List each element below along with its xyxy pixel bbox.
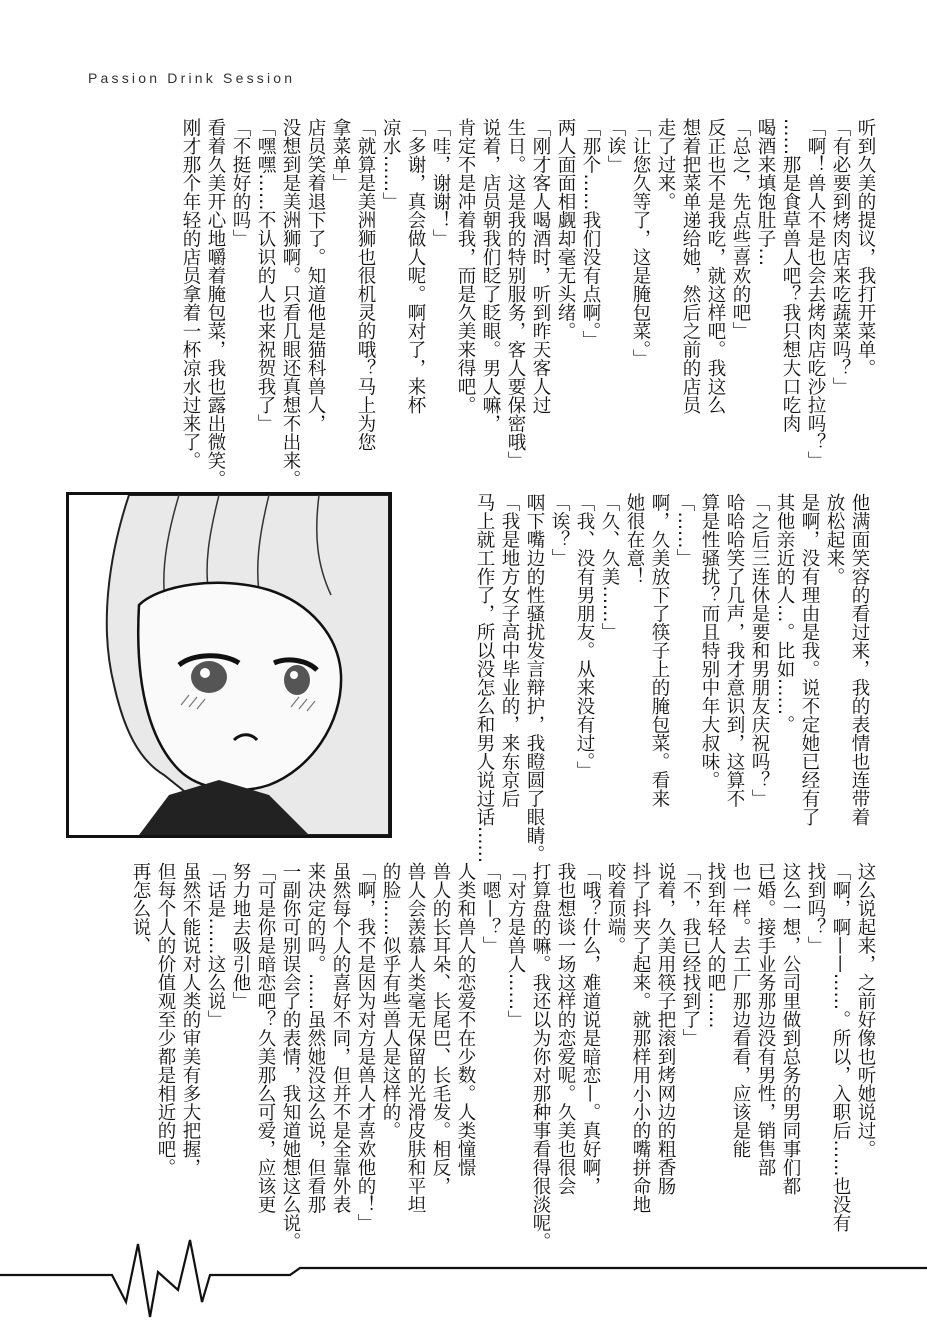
text-block-top <box>90 118 878 488</box>
text-block-middle <box>412 493 872 863</box>
bottom-block-line: 这么一想，公司里做到总务的男同事们都 <box>780 862 801 1195</box>
top-block-line: 「刚才客人喝酒时，听到昨天客人过 <box>530 118 551 414</box>
top-block-line: 「嘿嘿……不认识的人也来祝贺我了」 <box>255 118 276 433</box>
middle-block-line: 咽下嘴边的性骚扰发言辩护，我瞪圆了眼睛。 <box>524 493 545 863</box>
middle-block-line: 「诶？」 <box>549 493 570 567</box>
girl-face-drawing <box>69 495 389 835</box>
top-block-line: 反正也不是我吃，就这样吧。我这么 <box>705 118 726 414</box>
bottom-block-line: 我也想谈一场这样的恋爱呢。久美也很会 <box>555 862 576 1195</box>
bottom-block-line: 「话是……这么说」 <box>205 862 226 1029</box>
middle-block-line: 是啊，没有理由是我。说不定她已经有了 <box>799 493 820 826</box>
top-block-line: 没想到是美洲狮啊。只看几眼还真想不出来。 <box>280 118 301 488</box>
middle-block-line: 算是性骚扰？而且特别中年大叔味。 <box>699 493 720 789</box>
top-block-line: 生日。这是我的特别服务，客人要保密哦」 <box>505 118 526 470</box>
top-block-line: 「啊！兽人不是也会去烤肉店吃沙拉吗？」 <box>805 118 826 470</box>
top-block-line: 刚才那个年轻的店员拿着一杯凉水过来了。 <box>180 118 201 470</box>
top-block-line: 「那个……我们没有点啊。」 <box>580 118 601 350</box>
middle-block-line: 「我、没有男朋友。从来没有过。」 <box>574 493 595 780</box>
top-block-line: 想着把菜单递给她，然后之前的店员 <box>680 118 701 414</box>
bottom-block-line: 已婚。接手业务那边没有男性，销售部 <box>755 862 776 1177</box>
bottom-block-line: 找到年轻人的吧…… <box>705 862 726 1029</box>
bottom-block-line: 来决定的吗。……虽然她没这么说，但看那 <box>305 862 326 1214</box>
bottom-block-line: 努力地去吸引他」 <box>230 862 251 1010</box>
bottom-block-line: 兽人会羡慕人类毫无保留的光滑皮肤和平坦 <box>405 862 426 1214</box>
top-block-line: 「多谢，真会做人呢。啊对了，来杯 <box>405 118 426 414</box>
bottom-block-line: 人类和兽人的恋爱不在少数。人类憧憬 <box>455 862 476 1177</box>
top-block-line: 拿菜单」 <box>330 118 351 192</box>
bottom-block-line: 说着，久美用筷子把滚到烤网边的粗香肠 <box>655 862 676 1195</box>
bottom-block-line: 兽人的长耳朵、长尾巴、长毛发。相反， <box>430 862 451 1195</box>
middle-block-line: 「我是地方女子高中毕业的，来东京后 <box>499 493 520 808</box>
bottom-block-line: 找到吗？」 <box>805 862 826 955</box>
manga-illustration <box>66 492 392 838</box>
text-block-bottom <box>84 862 878 1251</box>
middle-block-line: 「之后三连休是要和男朋友庆祝吗？」 <box>749 493 770 808</box>
top-block-line: 「有必要到烤肉店来吃蔬菜吗？」 <box>830 118 851 396</box>
top-block-line: 「总之，先点些喜欢的吧」 <box>730 118 751 340</box>
middle-block-line: 放松起来。 <box>824 493 845 586</box>
bottom-block-line: 再怎么说、 <box>130 862 151 955</box>
bottom-block-line: 「不，我已经找到了」 <box>680 862 701 1047</box>
bottom-block-line: 但每个人的价值观至少都是相近的吧。 <box>155 862 176 1177</box>
middle-block-line: 她很在意！ <box>624 493 645 586</box>
bottom-block-line: 「对方是兽人……」 <box>505 862 526 1029</box>
middle-block-line: 「……」 <box>674 493 695 567</box>
top-block-line: 走了过来。 <box>655 118 676 211</box>
bottom-block-line: 一副你可别误会了的表情，我知道她想这么说。 <box>280 862 301 1251</box>
top-block-line: 「就算是美洲狮也很机灵的哦？马上为您 <box>355 118 376 451</box>
top-block-line: 「哇，谢谢！」 <box>430 118 451 248</box>
top-block-line: 说着，店员朝我们眨了眨眼。男人嘛， <box>480 118 501 433</box>
middle-block-line: 哈哈哈笑了几声，我才意识到，这算不 <box>724 493 745 808</box>
top-block-line: 看着久美开心地嚼着腌包菜，我也露出微笑。 <box>205 118 226 488</box>
top-block-line: 肯定不是冲着我，而是久美来得吧。 <box>455 118 476 414</box>
bottom-block-line: 虽然每个人的喜好不同，但并不是全靠外表 <box>330 862 351 1214</box>
footer-heartbeat-line <box>0 1232 927 1322</box>
middle-block-line: 啊，久美放下了筷子上的腌包菜。看来 <box>649 493 670 808</box>
running-title: Passion Drink Session <box>88 70 296 86</box>
bottom-block-line: 「哦？什么，难道说是暗恋—。真好啊， <box>580 862 601 1195</box>
top-block-line: 「诶」 <box>605 118 626 174</box>
bottom-block-line: 打算盘的嘛。我还以为你对那种事看得很淡呢。 <box>530 862 551 1251</box>
bottom-block-line: 「可是你是暗恋吧？久美那么可爱，应该更 <box>255 862 276 1214</box>
bottom-block-line: 咬着顶端。 <box>605 862 626 955</box>
bottom-block-line: 「嗯—？」 <box>480 862 501 955</box>
top-block-line: 店员笑着退下了。知道他是猫科兽人， <box>305 118 326 433</box>
bottom-block-line: 这么说起来，之前好像也听她说过。 <box>855 862 876 1158</box>
top-block-line: 喝酒来填饱肚子… <box>755 118 776 266</box>
middle-block-line: 「久、久美……」 <box>599 493 620 641</box>
top-block-line: 「不挺好的吗」 <box>230 118 251 248</box>
bottom-block-line: 「啊，啊——……。所以，入职后……也没有 <box>830 862 851 1232</box>
top-block-line: 听到久美的提议，我打开菜单。 <box>855 118 876 377</box>
bottom-block-line: 的脸……似乎有些兽人是这样的。 <box>380 862 401 1140</box>
top-block-line: 两人面面相觑却毫无头绪。 <box>555 118 576 340</box>
bottom-block-line: 虽然不能说对人类的审美有多大把握， <box>180 862 201 1177</box>
top-block-line: ……那是食草兽人吧？我只想大口吃肉 <box>780 118 801 433</box>
top-block-line: 凉水……」 <box>380 118 401 211</box>
middle-block-line: 马上就工作了，所以没怎么和男人说过话…… <box>474 493 495 863</box>
middle-block-line: 他满面笑容的看过来，我的表情也连带着 <box>849 493 870 826</box>
bottom-block-line: 抖了抖夹了起来。就那样用小小的嘴拼命地 <box>630 862 651 1214</box>
bottom-block-line: 也一样。去工厂那边看看，应该是能 <box>730 862 751 1158</box>
bottom-block-line: 「啊，我不是因为对方是兽人才喜欢他的！」 <box>355 862 376 1232</box>
middle-block-line: 其他亲近的人…。比如……。 <box>774 493 795 734</box>
top-block-line: 「让您久等了，这是腌包菜。」 <box>630 118 651 368</box>
